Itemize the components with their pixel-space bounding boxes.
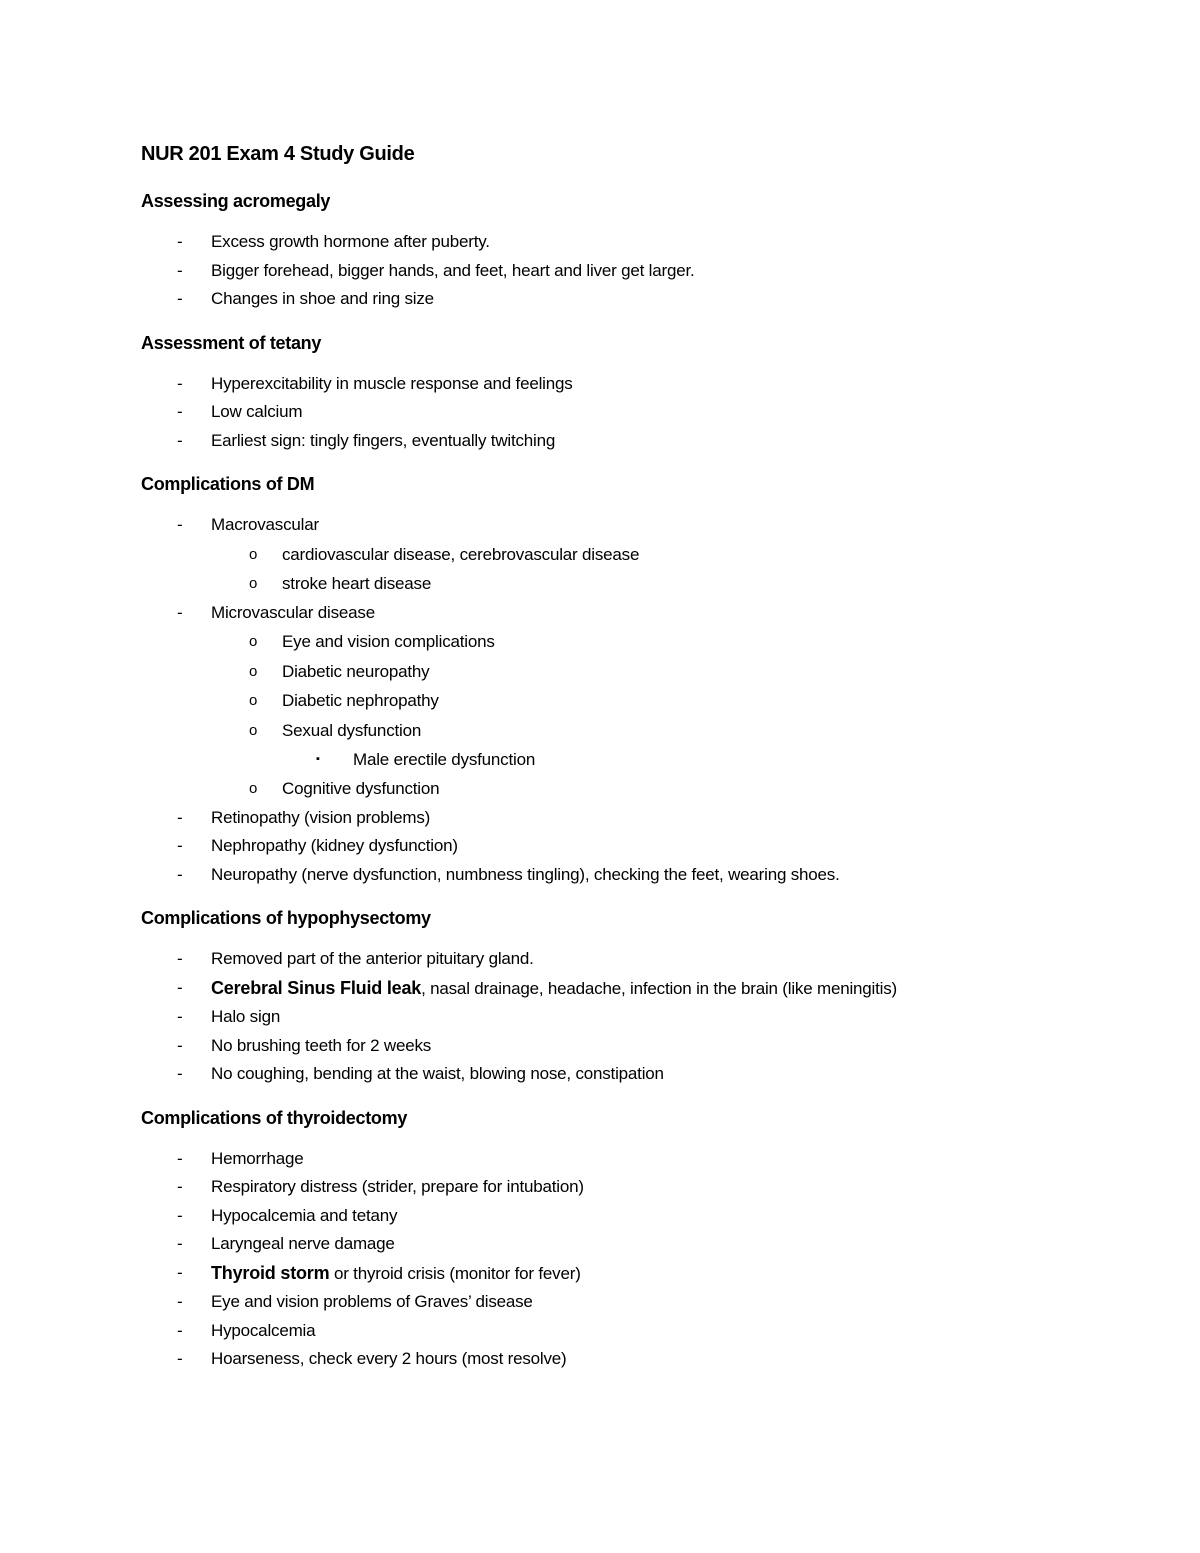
circle-bullet: o [249,575,258,592]
item-text: Hemorrhage [211,1148,304,1168]
list-dm [141,511,1081,889]
item-text: Excess growth hormone after puberty. [211,232,490,251]
item-text: Low calcium [211,402,303,421]
section-heading-dm: Complications of DM [141,474,315,494]
sub-list-item [141,774,1081,804]
dash-bullet: - [177,1177,183,1196]
item-text: Respiratory distress (strider, prepare for intubation) [211,1177,584,1196]
dash-bullet: - [177,430,183,450]
circle-bullet: o [249,633,258,650]
sub-list-item [141,569,1081,599]
list-item [141,861,1081,890]
circle-bullet: o [249,721,258,739]
list-item [141,1003,1081,1032]
list-item [141,1173,1081,1202]
item-text: Bigger forehead, bigger hands, and feet, heart and liver get larger. [211,260,695,280]
list-item [141,1288,1081,1317]
item-text: Diabetic nephropathy [282,691,439,710]
list-item [141,1317,1081,1346]
dash-bullet: - [177,1007,183,1026]
dash-bullet: - [177,1064,183,1083]
item-text: Hypocalcemia and tetany [211,1205,398,1225]
list-item [141,370,1081,399]
item-text: Retinopathy (vision problems) [211,807,431,827]
list-item [141,228,1081,257]
list-item [141,1060,1081,1089]
list-item-csf-leak [141,974,1081,1004]
list-item [141,427,1081,456]
item-text: Sexual dysfunction [282,720,422,740]
item-text: cardiovascular disease, cerebrovascular disease [282,544,640,564]
sub-sub-list-item [141,745,1081,774]
item-text: Macrovascular [211,515,319,534]
item-text: Diabetic neuropathy [282,661,430,681]
emphasis-text: Cerebral Sinus Fluid leak [211,977,422,998]
sublist-sexual-dysfunction [282,745,1081,774]
list-item [141,1230,1081,1259]
list-item [141,804,1081,833]
dash-bullet: - [177,1262,183,1282]
item-text: Nephropathy (kidney dysfunction) [211,836,458,855]
list-thyroidectomy [141,1145,1081,1374]
circle-bullet: o [249,545,258,563]
list-acromegaly [141,228,1081,314]
item-text: Laryngeal nerve damage [211,1234,395,1253]
dash-bullet: - [177,232,183,251]
dash-bullet: - [177,1320,183,1340]
list-item [141,945,1081,974]
emphasis-text: Thyroid storm [211,1262,330,1283]
document-title: NUR 201 Exam 4 Study Guide [141,143,415,165]
item-text: Hoarseness, check every 2 hours (most resolve) [211,1349,567,1368]
dash-bullet: - [177,515,183,534]
list-item [141,1202,1081,1231]
item-text: Eye and vision problems of Graves’ disease [211,1292,533,1311]
list-item-microvascular [141,599,1081,804]
list-item [141,398,1081,427]
dash-bullet: - [177,1292,183,1311]
item-text: Halo sign [211,1007,281,1026]
dash-bullet: - [177,949,183,968]
list-item [141,1032,1081,1061]
item-text: Eye and vision complications [282,632,495,651]
list-item [141,832,1081,861]
item-text: or thyroid crisis (monitor for fever) [329,1263,581,1283]
item-text: Removed part of the anterior pituitary gland. [211,949,534,968]
list-item [141,1345,1081,1374]
item-text: stroke heart disease [282,574,432,593]
list-item [141,285,1081,314]
dash-bullet: - [177,1349,183,1368]
dash-bullet: - [177,260,183,280]
dash-bullet: - [177,289,183,308]
list-tetany [141,370,1081,456]
item-text: Male erectile dysfunction [353,750,536,769]
dash-bullet: - [177,864,183,884]
item-text: Neuropathy (nerve dysfunction, numbness tingling), checking the feet, wearing shoes. [211,864,840,884]
list-item-macrovascular [141,511,1081,599]
list-item [141,1145,1081,1174]
sub-list-item [141,540,1081,570]
section-heading-thyroidectomy: Complications of thyroidectomy [141,1107,408,1128]
item-text: Cognitive dysfunction [282,779,440,798]
list-item-thyroid-storm [141,1259,1081,1289]
sub-list-item [141,686,1081,716]
dash-bullet: - [177,807,183,827]
item-text: Microvascular disease [211,602,375,622]
dash-bullet: - [177,602,183,622]
sublist-macrovascular [211,540,1081,599]
circle-bullet: o [249,662,258,680]
sublist-microvascular [211,627,1081,804]
section-heading-tetany: Assessment of tetany [141,332,322,353]
dash-bullet: - [177,977,183,997]
list-item [141,257,1081,286]
section-heading-acromegaly: Assessing acromegaly [141,191,331,211]
item-text: Earliest sign: tingly fingers, eventually twitching [211,430,556,450]
item-text: Changes in shoe and ring size [211,289,434,308]
dash-bullet: - [177,836,183,855]
sub-list-item [141,657,1081,687]
dash-bullet: - [177,1234,183,1253]
item-text: Hypocalcemia [211,1320,316,1340]
dash-bullet: - [177,1035,183,1055]
item-text: No coughing, bending at the waist, blowing nose, constipation [211,1064,664,1083]
sub-list-item [141,716,1081,775]
item-text: , nasal drainage, headache, infection in the brain (like meningitis) [421,978,897,998]
section-heading-hypophysectomy: Complications of hypophysectomy [141,908,431,928]
dash-bullet: - [177,402,183,421]
item-text: No brushing teeth for 2 weeks [211,1035,432,1055]
dash-bullet: - [177,373,183,393]
document-body [141,140,1081,1390]
dash-bullet: - [177,1148,183,1168]
circle-bullet: o [249,692,258,709]
square-bullet: ▪ [316,753,320,765]
item-text: Hyperexcitability in muscle response and feelings [211,373,573,393]
sub-list-item [141,627,1081,657]
list-hypophysectomy [141,945,1081,1089]
dash-bullet: - [177,1205,183,1225]
circle-bullet: o [249,780,258,797]
